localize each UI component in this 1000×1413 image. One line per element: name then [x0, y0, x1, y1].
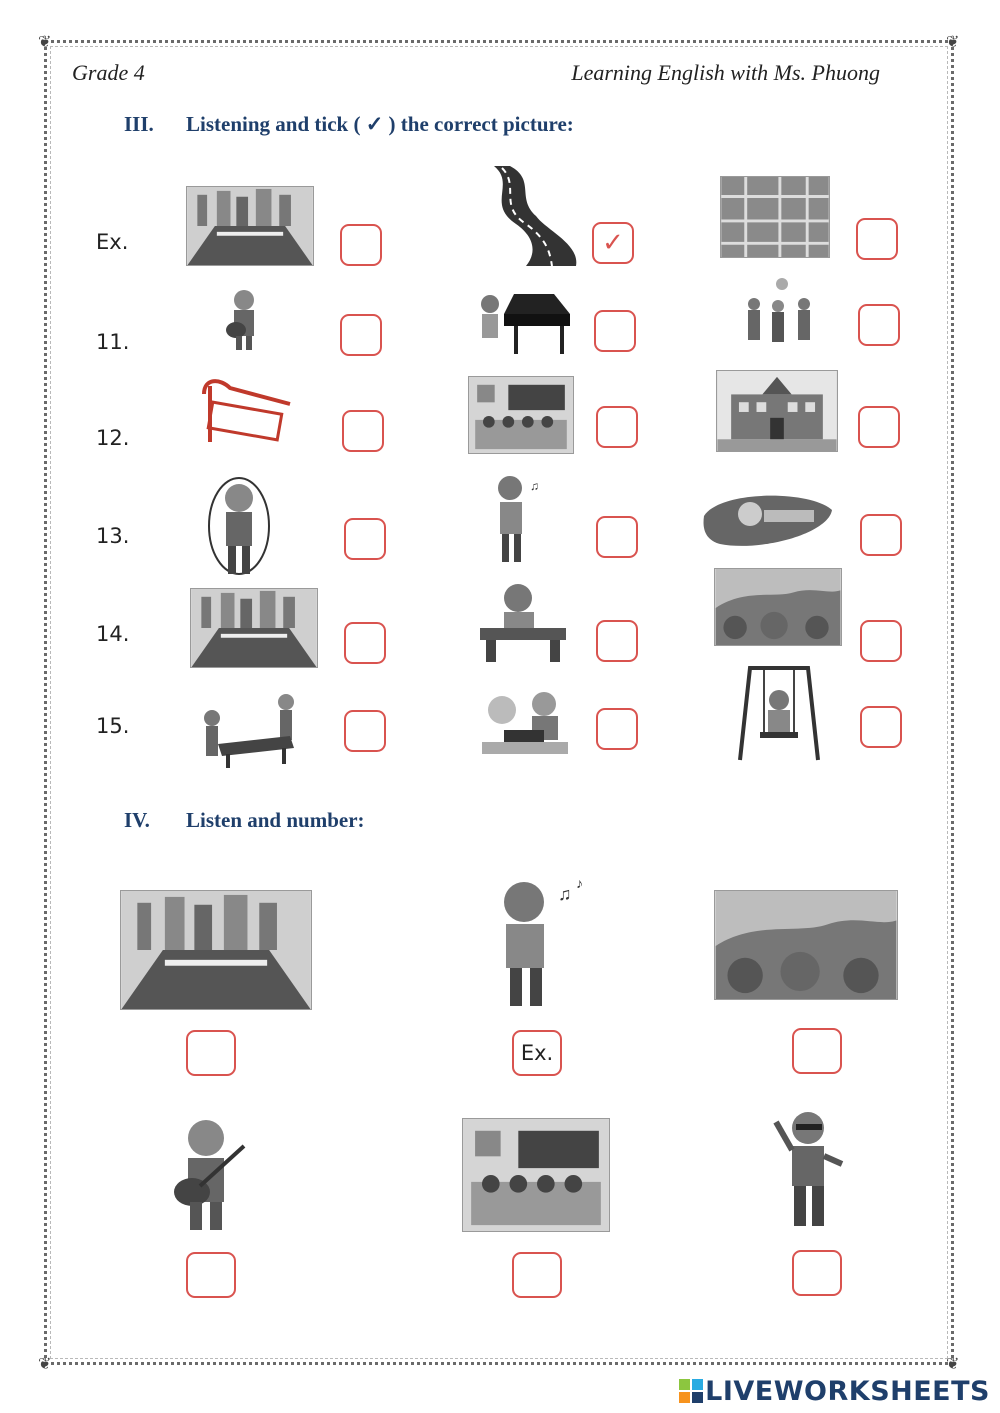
section-3-heading	[124, 112, 574, 137]
answer-checkbox[interactable]	[860, 514, 902, 556]
crossroads-picture	[190, 588, 318, 668]
kids-chess-picture	[478, 686, 572, 756]
section-4-title: Listen and number:	[186, 808, 365, 832]
answer-checkbox[interactable]	[860, 706, 902, 748]
answer-checkbox[interactable]	[858, 406, 900, 448]
boy-guitar-picture	[222, 288, 268, 352]
answer-checkbox[interactable]	[596, 620, 638, 662]
answer-checkbox[interactable]	[342, 410, 384, 452]
number-answer-box[interactable]	[792, 1028, 842, 1074]
answer-checkbox[interactable]	[860, 620, 902, 662]
answer-checkbox[interactable]	[594, 310, 636, 352]
section-4-number: IV.	[124, 808, 150, 832]
section-3-number: III.	[124, 112, 154, 136]
row-label: 15.	[96, 714, 130, 738]
answer-checkbox[interactable]	[858, 304, 900, 346]
liveworksheets-logo-text: LIVEWORKSHEETS	[705, 1376, 990, 1407]
boy-studying-picture	[478, 578, 568, 664]
answer-checkbox[interactable]	[856, 218, 898, 260]
section-4-heading	[124, 808, 365, 833]
crossroads-picture	[120, 890, 312, 1010]
answer-checkbox[interactable]	[340, 314, 382, 356]
boy-swing-picture	[734, 664, 824, 762]
answer-checkbox[interactable]	[344, 622, 386, 664]
grade-label: Grade 4	[72, 60, 145, 85]
check-mark-icon: ✓	[602, 228, 624, 258]
answer-checkbox[interactable]	[340, 224, 382, 266]
boy-singing-picture	[484, 876, 594, 1008]
example-label: Ex.	[520, 1041, 554, 1065]
village-landscape-picture	[714, 568, 842, 646]
border-corner-ornament: ❦	[38, 32, 52, 51]
classroom-picture	[468, 376, 574, 454]
number-answer-box[interactable]	[186, 1030, 236, 1076]
row-label: Ex.	[96, 230, 129, 254]
classroom-picture	[462, 1118, 610, 1232]
boy-singing-picture	[488, 472, 550, 564]
answer-checkbox[interactable]	[344, 710, 386, 752]
boy-guitar-picture	[166, 1116, 248, 1232]
boy-swimming-picture	[700, 486, 836, 554]
answer-checkbox[interactable]	[344, 518, 386, 560]
town-map-picture	[720, 176, 830, 258]
number-answer-box[interactable]	[792, 1250, 842, 1296]
girl-piano-picture	[474, 284, 572, 356]
row-label: 12.	[96, 426, 130, 450]
row-label: 11.	[96, 330, 130, 354]
answer-checkbox[interactable]	[596, 406, 638, 448]
liveworksheets-logo	[679, 1376, 990, 1407]
svg-text:♪: ♪	[576, 877, 583, 892]
answer-checkbox[interactable]	[596, 708, 638, 750]
kids-volleyball-picture	[734, 276, 830, 354]
answer-checkbox-checked[interactable]	[592, 222, 634, 264]
table-tennis-picture	[194, 688, 308, 770]
boy-skipping-picture	[206, 474, 272, 578]
winding-road-picture	[476, 164, 580, 266]
number-answer-box[interactable]	[186, 1252, 236, 1298]
teacher-label: Learning English with Ms. Phuong	[571, 60, 880, 85]
street-sign-picture	[200, 374, 298, 444]
row-label: 13.	[96, 524, 130, 548]
number-answer-box-example	[512, 1030, 562, 1076]
man-dancing-picture	[772, 1106, 844, 1230]
border-corner-ornament: ❦	[38, 1354, 52, 1373]
border-corner-ornament: ❦	[946, 32, 960, 51]
border-corner-ornament: ❦	[946, 1354, 960, 1373]
crossroads-picture	[186, 186, 314, 266]
svg-text:♫: ♫	[530, 479, 539, 493]
number-answer-box[interactable]	[512, 1252, 562, 1298]
section-3-title: Listening and tick ( ✓ ) the correct picture:	[186, 112, 574, 136]
school-building-picture	[716, 370, 838, 452]
svg-text:♫: ♫	[558, 884, 572, 904]
row-label: 14.	[96, 622, 130, 646]
answer-checkbox[interactable]	[596, 516, 638, 558]
liveworksheets-logo-icon	[679, 1379, 703, 1403]
village-landscape-picture	[714, 890, 898, 1000]
